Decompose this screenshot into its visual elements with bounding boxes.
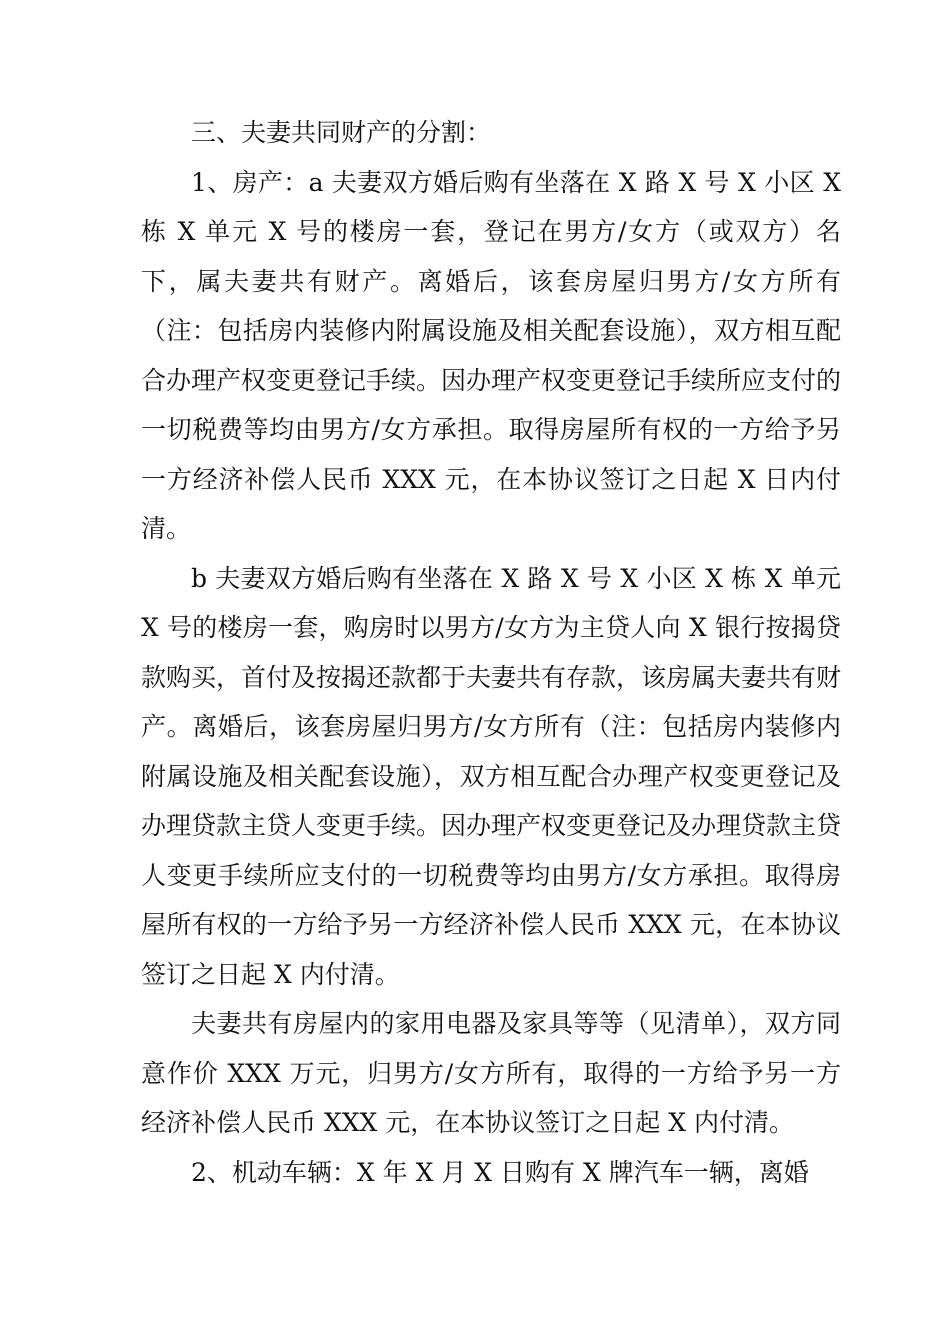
document-body	[141, 108, 841, 1197]
paragraph-property-a: 1、房产：a 夫妻双方婚后购有坐落在 X 路 X 号 X 小区 X 栋 X 单元 X 号的楼房一套，登记在男方/女方（或双方）名下，属夫妻共有财产。离婚后，该套房屋归男方/女方所有（注：包括房内装修内附属设施及相关配套设施），双方相互配合办理产权变更登记手续。因办理产权变更登记手续所应支付的一切税费等均由男方/女方承担。取得房屋所有权的一方给予另一方经济补偿人民币 XXX 元，在本协议签订之日起 X 日内付清。	[141, 167, 842, 543]
paragraph-property-b: b 夫妻双方婚后购有坐落在 X 路 X 号 X 小区 X 栋 X 单元 X 号的楼房一套，购房时以男方/女方为主贷人向 X 银行按揭贷款购买，首付及按揭还款都于夫妻共有存款，该房属夫妻共有财产。离婚后，该套房屋归男方/女方所有（注：包括房内装修内附属设施及相关配套设施），双方相互配合办理产权变更登记及办理贷款主贷人变更手续。因办理产权变更登记及办理贷款主贷人变更手续所应支付的一切税费等均由男方/女方承担。取得房屋所有权的一方给予另一方经济补偿人民币 XXX 元，在本协议签订之日起 X 内付清。	[141, 563, 842, 989]
section-heading: 三、夫妻共同财产的分割：	[191, 118, 492, 147]
paragraph-vehicles: 2、机动车辆：X 年 X 月 X 日购有 X 牌汽车一辆，离婚	[191, 1157, 809, 1187]
paragraph-household-items: 夫妻共有房屋内的家用电器及家具等等（见清单），双方同意作价 XXX 万元，归男方/女方所有，取得的一方给予另一方经济补偿人民币 XXX 元，在本协议签订之日起 X 内付清。	[141, 1009, 841, 1137]
